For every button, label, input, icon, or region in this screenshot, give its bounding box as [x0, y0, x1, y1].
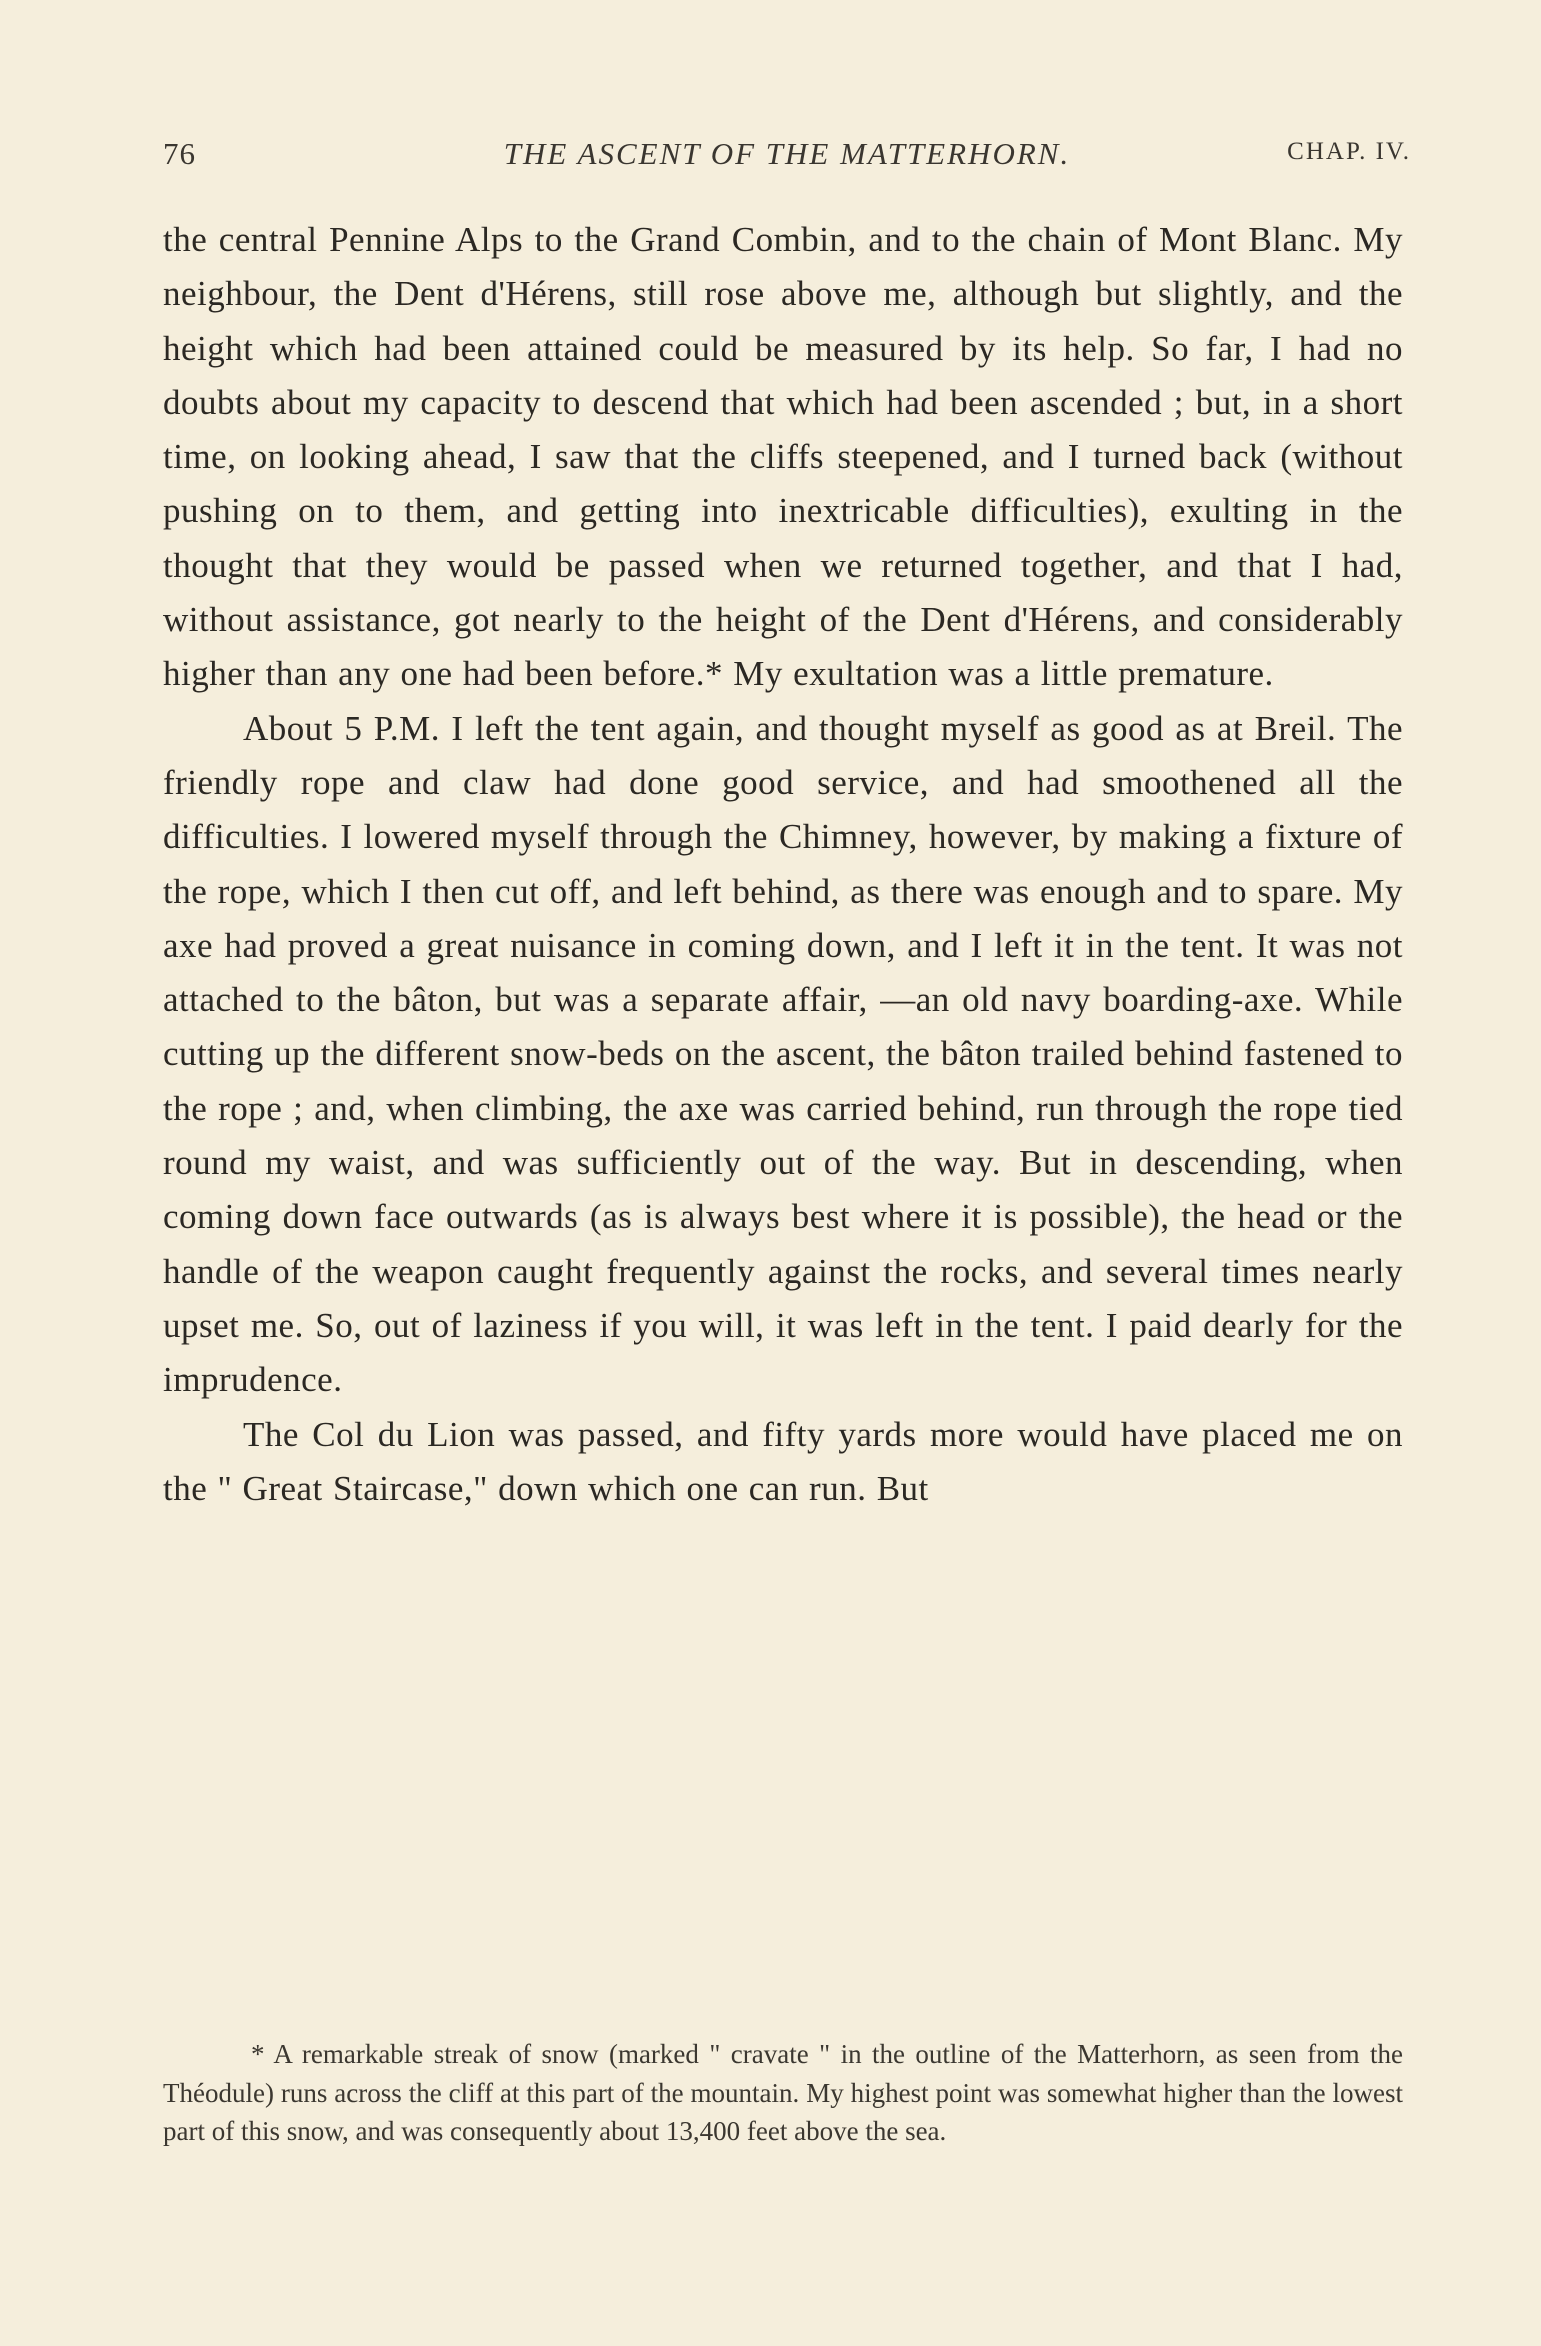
paragraph: The Col du Lion was passed, and fifty yards more would have placed me on the " Great Staircase," down which one can run. But	[163, 1414, 1403, 1508]
running-title: THE ASCENT OF THE MATTERHORN.	[503, 136, 1071, 171]
chapter-label: CHAP. IV.	[1287, 138, 1411, 165]
paragraph-continued: the central Pennine Alps to the Grand Combin, and to the chain of Mont Blanc. My neighbour, the Dent d'Hérens, still rose above me, although but slightly, and the height which had been attained could be measured by its help. So far, I had no doubts about my capacity to descend that which had been ascended ; but, in a short time, on looking ahead, I saw that the cliffs steepened, and I turned back (without pushing on to them, and getting into inextricable difficulties), exulting in the thought that they would be passed when we returned together, and that I had, without assistance, got nearly to the height of the Dent d'Hérens, and considerably higher than any one had been before.* My exultation was a little premature.	[163, 220, 1403, 694]
body-text	[163, 213, 1403, 1516]
page-header	[163, 136, 1411, 180]
footnotes	[163, 2035, 1403, 2151]
page-number: 76	[163, 136, 196, 171]
footnote: * A remarkable streak of snow (marked " cravate " in the outline of the Matterhorn, as seen from the Théodule) runs across the cliff at this part of the mountain. My highest point was somewhat higher than the lowest part of this snow, and was consequently about 13,400 feet above the sea.	[163, 2039, 1403, 2146]
paragraph: About 5 P.M. I left the tent again, and thought myself as good as at Breil. The friendly rope and claw had done good service, and had smoothened all the difficulties. I lowered myself through the Chimney, however, by making a fixture of the rope, which I then cut off, and left behind, as there was enough and to spare. My axe had proved a great nuisance in coming down, and I left it in the tent. It was not attached to the bâton, but was a separate affair, —an old navy boarding-axe. While cutting up the different snow-beds on the ascent, the bâton trailed behind fastened to the rope ; and, when climbing, the axe was carried behind, run through the rope tied round my waist, and was sufficiently out of the way. But in descending, when coming down face outwards (as is always best where it is possible), the head or the handle of the weapon caught frequently against the rocks, and several times nearly upset me. So, out of laziness if you will, it was left in the tent. I paid dearly for the imprudence.	[163, 708, 1403, 1400]
